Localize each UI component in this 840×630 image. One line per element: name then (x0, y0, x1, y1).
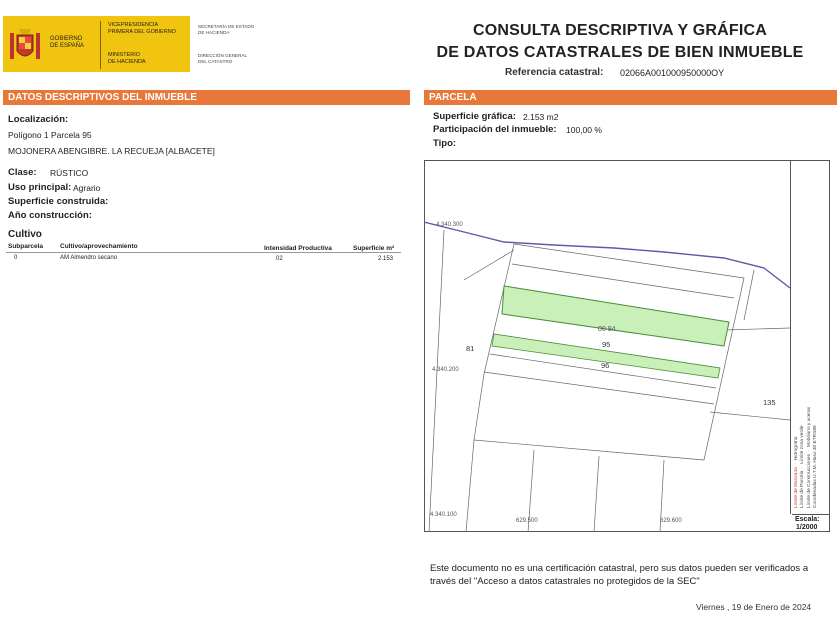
coat-of-arms-icon (8, 27, 42, 65)
vicepresidencia-label: VICEPRESIDENCIA PRIMERA DEL GOBIERNO (108, 22, 176, 35)
row-intensidad: 02 (276, 256, 283, 262)
clase-value: RÚSTICO (50, 168, 89, 178)
col-header-intensidad: Intensidad Productiva (264, 245, 332, 252)
superficie-construida-label: Superficie construida: (8, 196, 109, 207)
secretaria-label: SECRETARÍA DE ESTADO DE HACIENDA (198, 24, 255, 35)
uso-principal-value: Agrario (73, 183, 101, 193)
cultivo-title: Cultivo (8, 229, 42, 240)
uso-principal-label: Uso principal: (8, 182, 72, 193)
anio-construccion-label: Año construcción: (8, 210, 92, 221)
parcel-top-label: 00 94 (598, 326, 616, 333)
legend-line2: Límite de Parcela (800, 470, 806, 508)
col-header-subparcela: Subparcela (8, 243, 44, 250)
escala-value: 1/2000 (796, 524, 818, 531)
parcel-label-81: 81 (466, 344, 475, 353)
coord-label-x2: 629.600 (660, 518, 682, 524)
escala-divider (792, 514, 830, 515)
legend-text-area: Límite de Manzana · Hidrografía Límite de Parcela · Límite zona verde Límite de Construcciones · Mobiliario y aceras Coordenadas U.T.M. Huso 30 ETRS89 (794, 168, 828, 508)
parcel-label-96: 96 (601, 361, 610, 370)
legend-line5: Límite zona verde (800, 425, 806, 464)
row-cultivo: AM Almendro secano (60, 255, 118, 261)
parcel-95-highlight (502, 286, 729, 346)
superficie-grafica-label: Superficie gráfica: (433, 111, 516, 122)
superficie-grafica-value: 2.153 m2 (523, 112, 559, 122)
parcel-label-95: 95 (602, 340, 611, 349)
col-header-superficie: Superficie m² (353, 245, 395, 252)
localizacion-line1: Polígono 1 Parcela 95 (8, 130, 92, 140)
coord-label-mid: 4.340.200 (432, 367, 459, 373)
referencia-value: 02066A001000950000OY (620, 68, 725, 78)
page-title: CONSULTA DESCRIPTIVA Y GRÁFICA DE DATOS CATASTRALES DE BIEN INMUEBLE (436, 22, 804, 61)
coord-label-top: 4.340.300 (436, 222, 463, 228)
clase-label: Clase: (8, 167, 37, 178)
participacion-value: 100,00 % (566, 125, 602, 135)
parcel-boundaries (429, 230, 790, 532)
legend-line6: Mobiliario y aceras (806, 406, 812, 447)
tipo-label: Tipo: (433, 138, 457, 149)
participacion-label: Participación del inmueble: (433, 124, 557, 135)
parcel-label-135: 135 (763, 398, 776, 407)
localizacion-line2: MOJONERA ABENGIBRE. LA RECUEJA [ALBACETE] (8, 146, 215, 156)
datos-descriptivos-bar: DATOS DESCRIPTIVOS DEL INMUEBLE (3, 90, 410, 105)
gobierno-label: GOBIERNO DE ESPAÑA (50, 36, 84, 49)
legend-line3: Límite de Construcciones (806, 453, 812, 508)
direccion-general-label: DIRECCIÓN GENERAL DEL CATASTRO (198, 53, 248, 64)
disclaimer-note: Este documento no es una certificación catastral, pero sus datos pueden ser verificados a través del "Acceso a datos catastrales no protegidos de la SEC" (430, 563, 809, 587)
referencia-label: Referencia catastral: (505, 67, 604, 78)
legend-line7: Coordenadas U.T.M. Huso 30 ETRS89 (813, 425, 819, 508)
escala-label: Escala: (795, 516, 820, 523)
legend-line1: Límite de Manzana (794, 467, 799, 508)
coord-label-bottom: 4.340.100 (430, 512, 457, 518)
document-date: Viernes , 19 de Enero de 2024 (696, 602, 812, 612)
legend-line4: Hidrografía (794, 436, 799, 461)
col-header-cultivo: Cultivo/aprovechamiento (60, 243, 138, 250)
parcela-bar: PARCELA (424, 90, 837, 105)
river-line (424, 222, 790, 288)
localizacion-label: Localización: (8, 114, 69, 125)
ministerio-label: MINISTERIO DE HACIENDA (108, 52, 146, 65)
row-superficie: 2.153 (378, 256, 394, 262)
table-header-divider (6, 252, 401, 253)
row-subparcela: 0 (14, 255, 18, 261)
logo-divider (100, 21, 101, 69)
coord-label-x1: 629.500 (516, 518, 538, 524)
